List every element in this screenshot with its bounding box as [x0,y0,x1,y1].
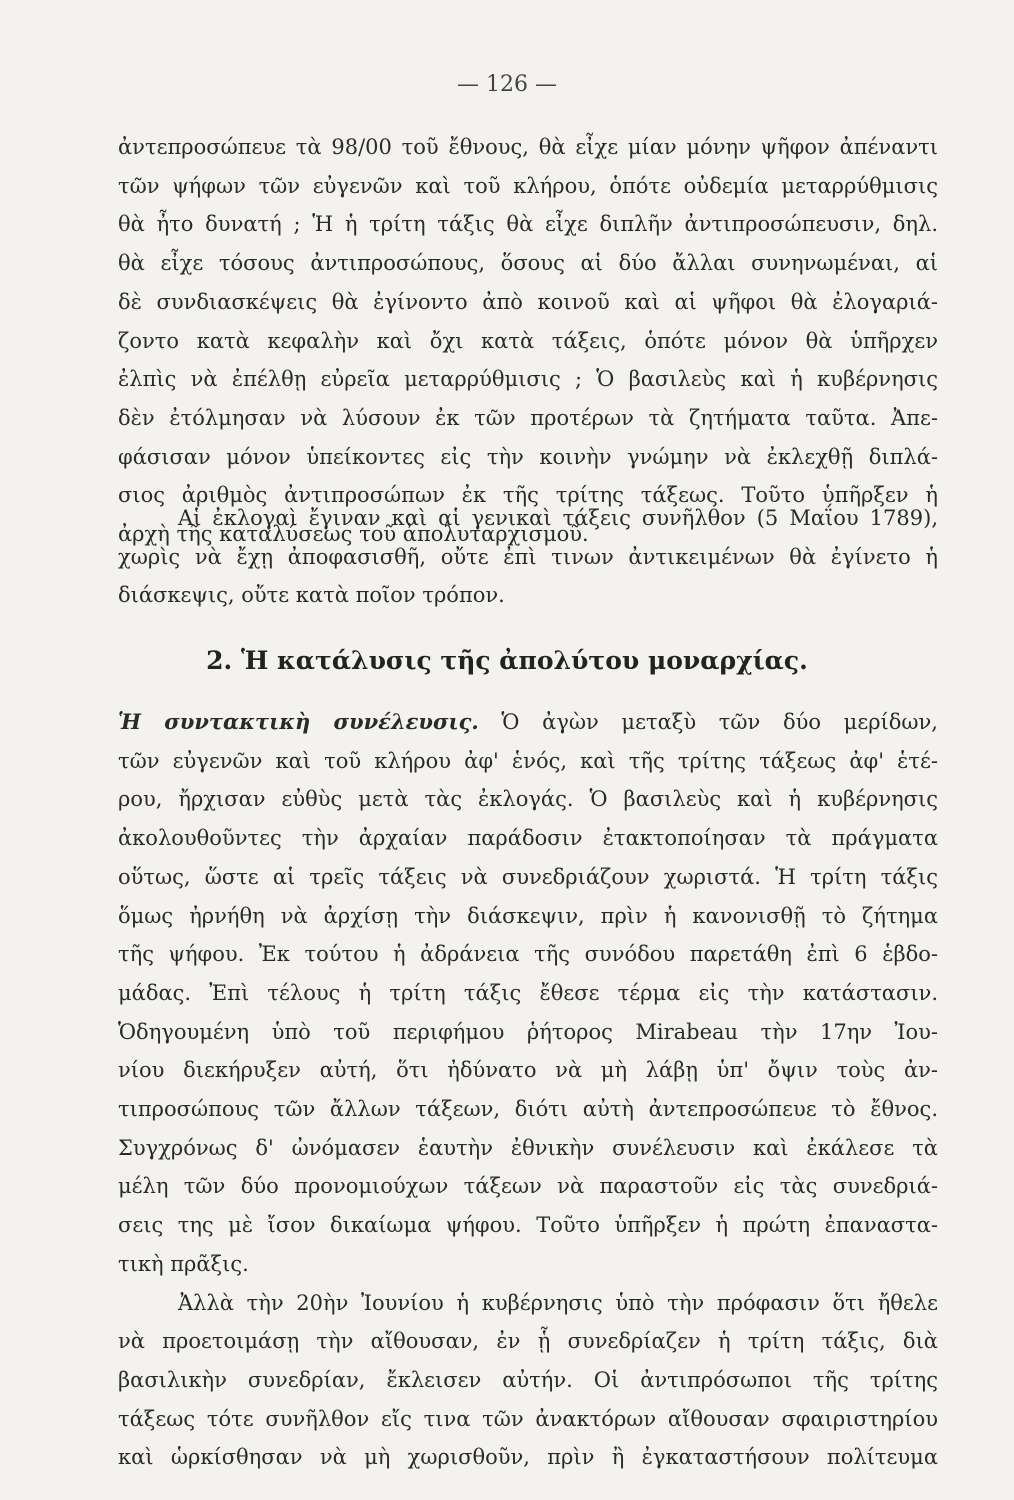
text-line: ἀρχὴ τῆς καταλύσεως τοῦ ἀπολυταρχισμοῦ. [118,522,589,547]
text-line: χωρὶς νὰ ἔχῃ ἀποφασισθῆ, οὔτε ἐπὶ τινων ἀντικειμένων θὰ ἐγίνετο ἡ [118,544,938,569]
text-line: νίου διεκήρυξεν αὐτή, ὅτι ἠδύνατο νὰ μὴ λάβῃ ὑπ' ὄψιν τοὺς ἀν- [118,1058,938,1083]
text-line: οὕτως, ὥστε αἱ τρεῖς τάξεις νὰ συνεδριάζουν χωριστά. Ἡ τρίτη τάξις [118,864,938,889]
section-heading: 2. Ἡ κατάλυσις τῆς ἀπολύτου μοναρχίας. [206,646,808,675]
paragraph-2 [118,499,938,615]
text-line: ἀντεπροσώπευε τὰ 98/00 τοῦ ἔθνους, θὰ εἶχε μίαν μόνην ψῆφον ἀπέναντι [118,135,938,159]
text-line: δὲ συνδιασκέψεις θὰ ἐγίνοντο ἀπὸ κοινοῦ καὶ αἱ ψῆφοι θὰ ἐλογαριά- [118,289,938,314]
text-line: φάσισαν μόνον ὑπείκοντες εἰς τὴν κοινὴν γνώμην νὰ ἐκλεχθῇ διπλά- [118,444,938,469]
text-line: νὰ προετοιμάσῃ τὴν αἴθουσαν, ἐν ᾗ συνεδρίαζεν ἡ τρίτη τάξις, διὰ [118,1329,938,1354]
page-number: — 126 — [457,72,557,97]
text-line: Ἀλλὰ τὴν 20ὴν Ἰουνίου ἡ κυβέρνησις ὑπὸ τὴν πρόφασιν ὅτι ἤθελε [178,1290,938,1315]
text-line: θὰ εἶχε τόσους ἀντιπροσώπους, ὅσους αἱ δύο ἄλλαι συνηνωμέναι, αἱ [118,251,938,276]
text-line: ρου, ἤρχισαν εὐθὺς μετὰ τὰς ἐκλογάς. Ὁ βασιλεὺς καὶ ἡ κυβέρνησις [118,787,938,812]
text-line: ἀκολουθοῦντες τὴν ἀρχαίαν παράδοσιν ἐτακτοποίησαν τὰ πράγματα [118,826,938,851]
text-line: τικὴ πρᾶξις. [118,1251,249,1276]
text-line: ἐλπὶς νὰ ἐπέλθῃ εὐρεῖα μεταρρύθμισις ; Ὁ βασιλεὺς καὶ ἡ κυβέρνησις [118,367,938,392]
section-body [118,703,938,1477]
text-line: τιπροσώπους τῶν ἄλλων τάξεων, διότι αὐτὴ ἀντεπροσώπευε τὸ ἔθνος. [118,1097,938,1122]
text-line: Συγχρόνως δ' ὠνόμασεν ἑαυτὴν ἐθνικὴν συνέλευσιν καὶ ἐκάλεσε τὰ [118,1135,938,1160]
text-line: τῶν εὐγενῶν καὶ τοῦ κλήρου ἀφ' ἑνός, καὶ τῆς τρίτης τάξεως ἀφ' ἑτέ- [118,748,938,773]
text-line-with-lead-in [118,703,938,742]
text-line: σεις της μὲ ἴσον δικαίωμα ψήφου. Τοῦτο ὑπῆρξεν ἡ πρώτη ἐπαναστα- [118,1213,938,1238]
text-line: δὲν ἐτόλμησαν νὰ λύσουν ἐκ τῶν προτέρων τὰ ζητήματα ταῦτα. Ἀπε- [118,405,938,430]
text-line: μέλη τῶν δύο προνομιούχων τάξεων νὰ παραστοῦν εἰς τὰς συνεδριά- [118,1174,938,1199]
text-line: διάσκεψις, οὔτε κατὰ ποῖον τρόπον. [118,583,505,608]
text-line: Αἱ ἐκλογαὶ ἔγιναν καὶ αἱ γενικαὶ τάξεις συνῆλθον (5 Μαΐου 1789), [178,506,938,530]
text-line: ὅμως ἠρνήθη νὰ ἀρχίσῃ τὴν διάσκεψιν, πρὶν ἡ κανονισθῇ τὸ ζήτημα [118,903,938,928]
text-line: σιος ἀριθμὸς ἀντιπροσώπων ἐκ τῆς τρίτης τάξεως. Τοῦτο ὑπῆρξεν ἡ [118,483,938,508]
paragraph-1 [118,128,938,554]
text-line: τῶν ψήφων τῶν εὐγενῶν καὶ τοῦ κλήρου, ὁπότε οὐδεμία μεταρρύθμισις [118,173,938,198]
text-line: τάξεως τότε συνῆλθον εἴς τινα τῶν ἀνακτόρων αἴθουσαν σφαιριστηρίου [118,1406,938,1431]
text-line: τῆς ψήφου. Ἐκ τούτου ἡ ἀδράνεια τῆς συνόδου παρετάθη ἐπὶ 6 ἑβδο- [118,942,938,967]
text-line: Ὁδηγουμένη ὑπὸ τοῦ περιφήμου ῥήτορος Mirabeau τὴν 17ην Ἰου- [118,1019,938,1044]
text-line: καὶ ὡρκίσθησαν νὰ μὴ χωρισθοῦν, πρὶν ἢ ἐγκαταστήσουν πολίτευμα [118,1445,938,1470]
section-lead-in: Ἡ συντακτικὴ συνέλευσις. [118,709,479,734]
text-line: ζοντο κατὰ κεφαλὴν καὶ ὄχι κατὰ τάξεις, ὁπότε μόνον θὰ ὑπῆρχεν [118,328,938,353]
text-line: θὰ ἦτο δυνατή ; Ἡ ἡ τρίτη τάξις θὰ εἶχε διπλῆν ἀντιπροσώπευσιν, δηλ. [118,212,938,237]
text-line-rest: Ὁ ἀγὼν μεταξὺ τῶν δύο μερίδων, [478,710,938,734]
text-line: βασιλικὴν συνεδρίαν, ἔκλεισεν αὐτήν. Οἱ ἀντιπρόσωποι τῆς τρίτης [118,1367,938,1392]
text-line: μάδας. Ἐπὶ τέλους ἡ τρίτη τάξις ἔθεσε τέρμα εἰς τὴν κατάστασιν. [118,980,938,1005]
